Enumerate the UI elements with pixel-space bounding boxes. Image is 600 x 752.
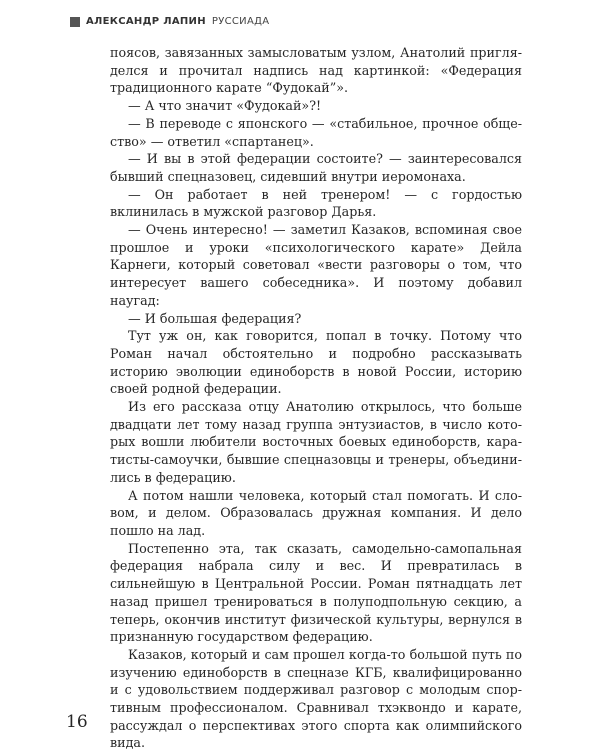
paragraph: Казаков, который и сам прошел когда-то большой путь по изучению единоборств в спецназе КГБ, квалифицированно и с удовольствием поддерживал разговор с молодым спортивным профессионалом. Сравнивал тхэквондо и карате, рассуждал о перспективах этого спорта как олимпийского вида.	[110, 646, 522, 751]
paragraph: — Он работает в ней тренером! — с гордостью вклинилась в мужской разговор Дарья.	[110, 186, 522, 220]
paragraph: А потом нашли человека, который стал помогать. И словом, и делом. Образовалась дружная компания. И дело пошло на лад.	[110, 487, 522, 538]
header-square-mark	[70, 17, 80, 27]
paragraph: Из его рассказа отцу Анатолию открылось, что больше двадцати лет тому назад группа энтузиастов, в число которых вошли любители восточных боевых единоборств, каратисты-самоучки, бывшие спецназовцы и тренеры, объединились в федерацию.	[110, 399, 522, 485]
paragraph: — В переводе с японского — «стабильное, прочное общество» — ответил «спартанец».	[110, 115, 522, 149]
paragraph: — Очень интересно! — заметил Казаков, вспоминая свое прошлое и уроки «психологического карате» Дейла Карнеги, который советовал «вести разговоры о том, что интересует вашего собеседника». И поэтому добавил наугад:	[110, 222, 522, 308]
body-text	[110, 44, 522, 752]
page-number: 16	[66, 712, 88, 732]
header-book-title: РУССИАДА	[211, 16, 270, 27]
paragraph: — И большая федерация?	[128, 310, 302, 326]
header-author: АЛЕКСАНДР ЛАПИН	[86, 16, 206, 27]
paragraph: поясов, завязанных замысловатым узлом, Анатолий пригляделся и прочитал надпись над картинкой: «Федерация традиционного карате “Фудокай”».	[110, 45, 522, 96]
paragraph: — А что значит «Фудокай»?!	[128, 98, 322, 114]
paragraph: Тут уж он, как говорится, попал в точку. Потому что Роман начал обстоятельно и подробно рассказывать историю эволюции единоборств в новой России, историю своей родной федерации.	[110, 328, 522, 397]
paragraph: — И вы в этой федерации состоите? — заинтересовался бывший спецназовец, сидевший внутри иеромонаха.	[110, 151, 522, 184]
running-header	[70, 16, 269, 27]
paragraph: Постепенно эта, так сказать, самодельно-самопальная федерация набрала силу и вес. И превратилась в сильнейшую в Центральной России. Роман пятнадцать лет назад пришел тренироваться в полуподпольную секцию, а теперь, окончив институт физической культуры, вернулся в признанную государством федерацию.	[110, 540, 522, 645]
